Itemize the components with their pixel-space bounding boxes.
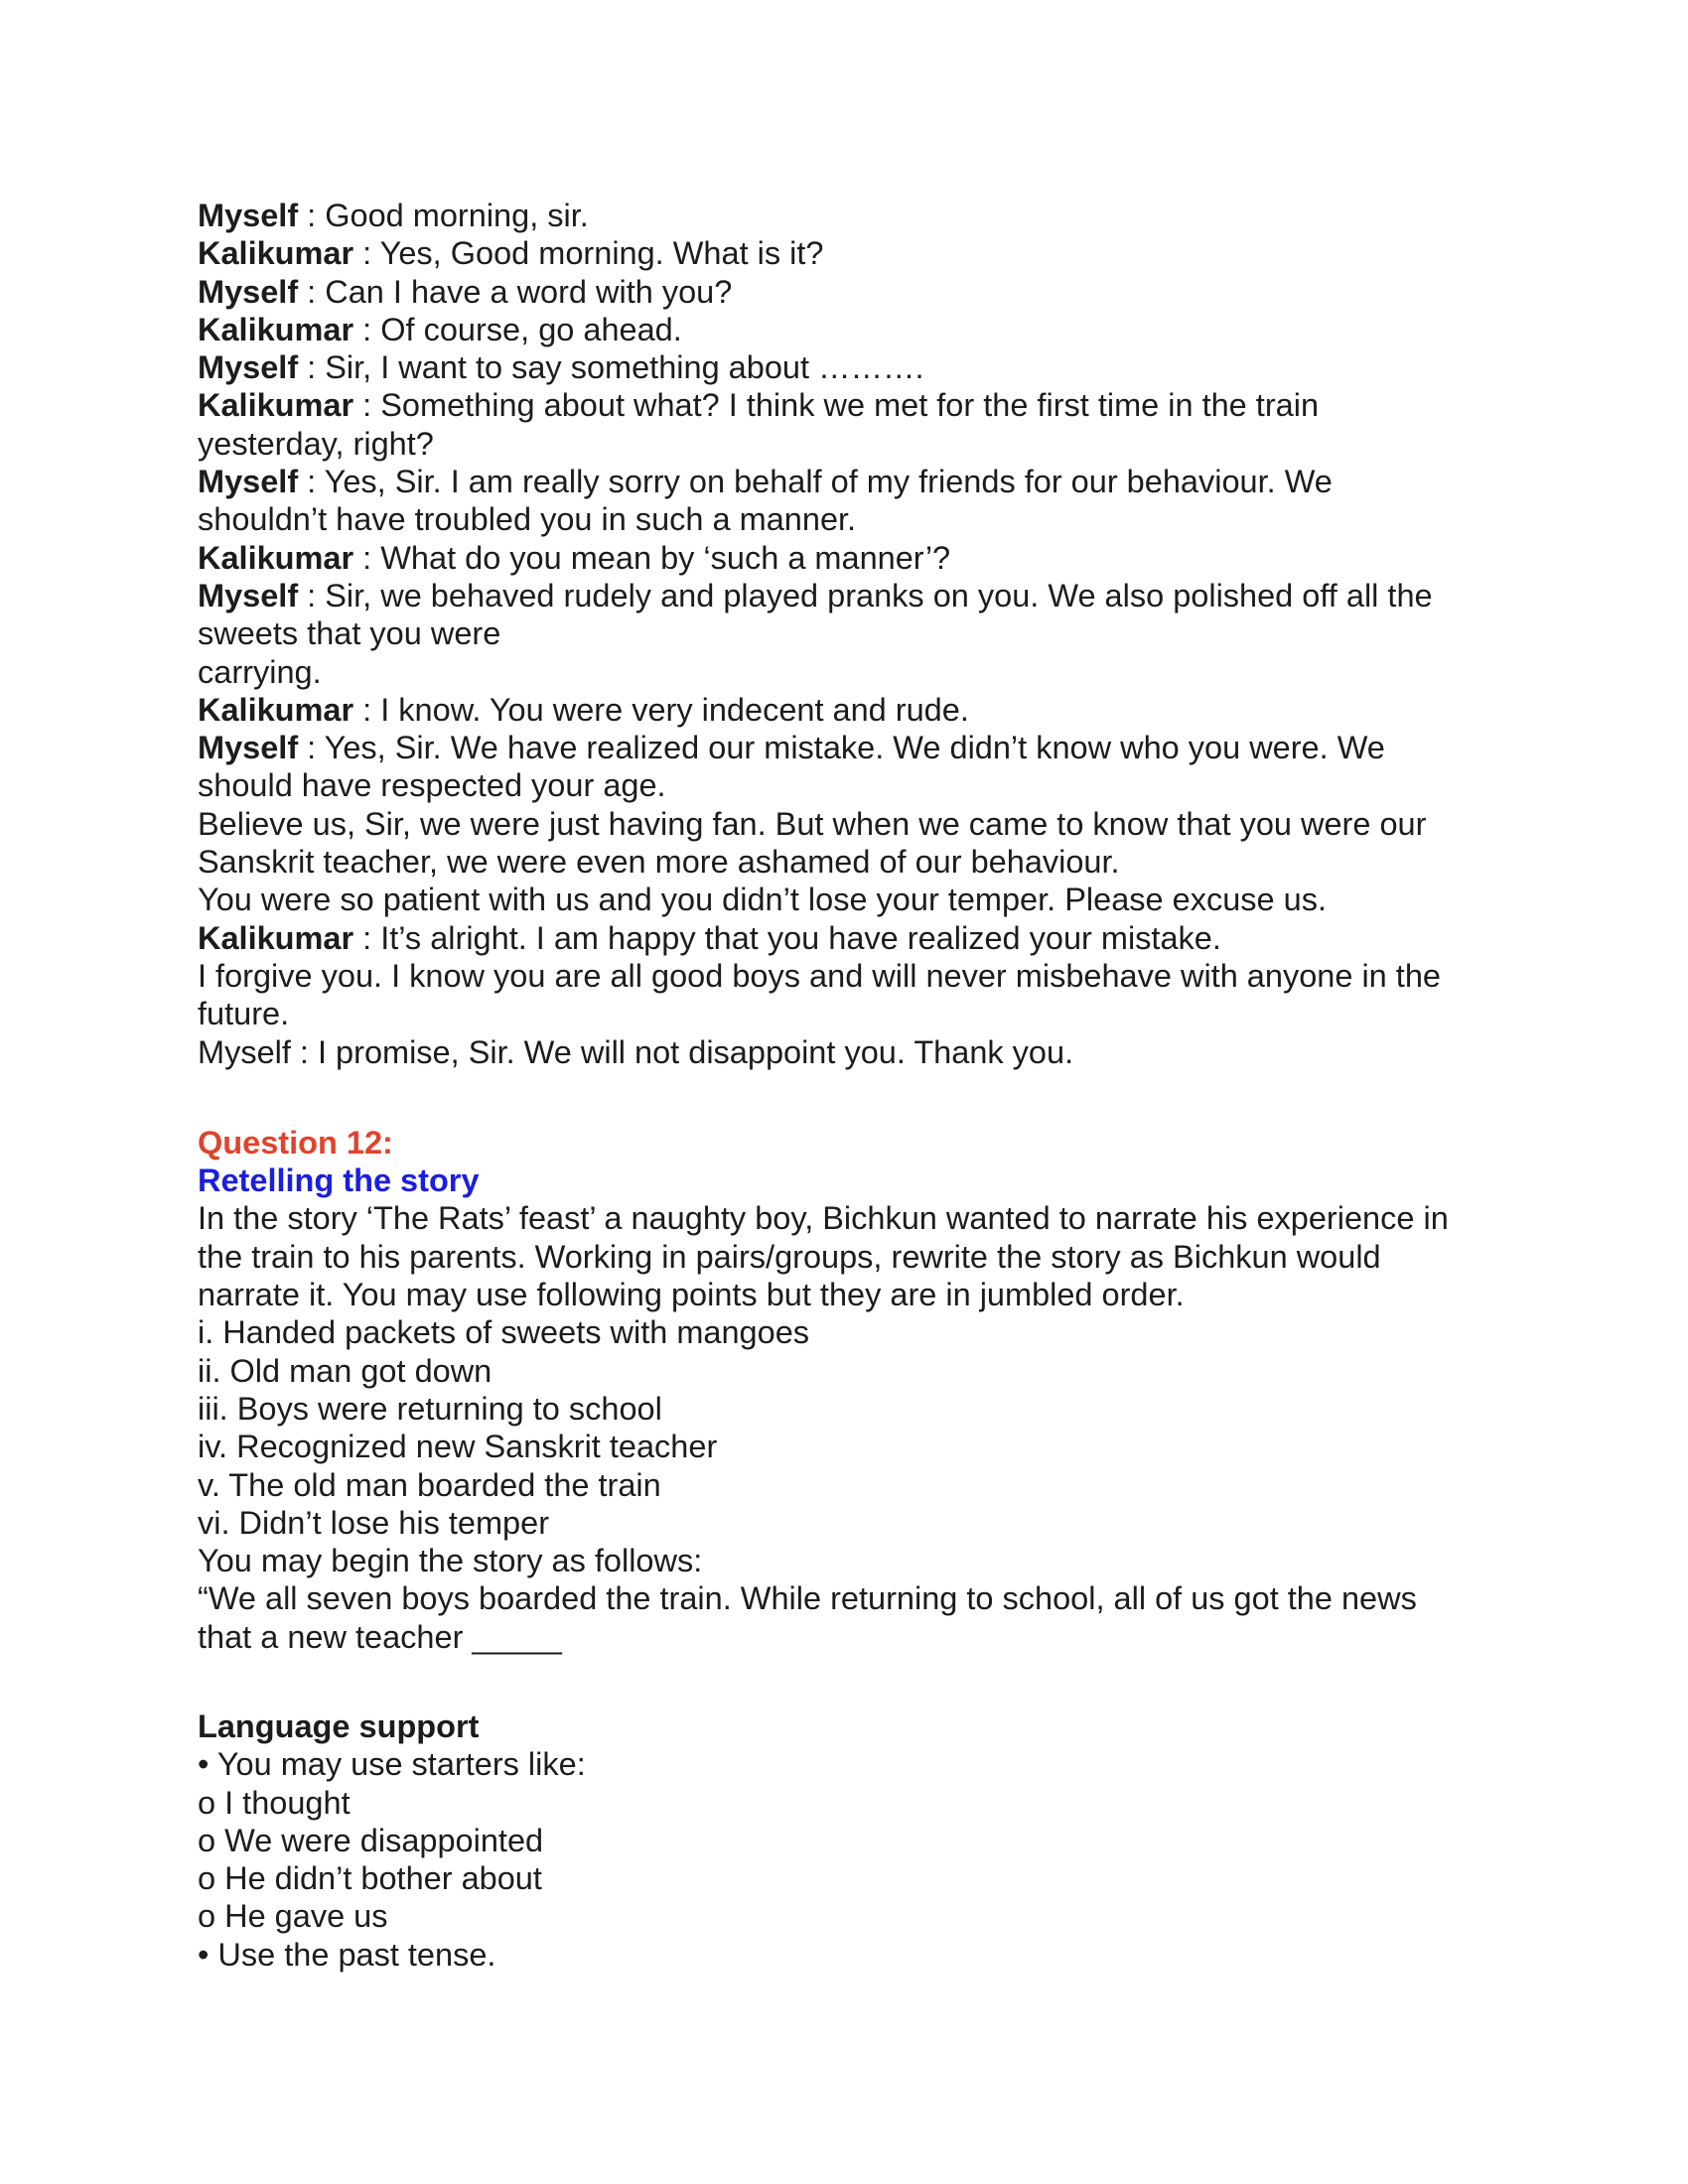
dialogue-section [198,197,1508,1071]
speaker-name: Kalikumar [198,311,354,347]
dialogue-line [198,766,1508,804]
speaker-name: Myself [198,730,299,766]
dialogue-line [198,1033,1508,1071]
dialogue-line [198,273,1508,311]
speaker-name: Myself [198,464,299,500]
dialogue-text: carrying. [198,653,322,690]
dialogue-line [198,919,1508,957]
list-item: iv. Recognized new Sanskrit teacher [198,1429,718,1465]
dialogue-text: : Yes, Sir. We have realized our mistake. We didn’t know who you were. We [298,730,1385,766]
dialogue-text: : Something about what? I think we met for the first time in the train [353,387,1320,424]
dialogue-line [198,234,1508,272]
speaker-name: Kalikumar [198,691,354,728]
dialogue-text: : Sir, I want to say something about ………. [298,349,924,386]
question-intro-line: narrate it. You may use following points but they are in jumbled order. [198,1277,1185,1313]
dialogue-line [198,539,1508,577]
speaker-name: Myself [198,198,299,233]
list-item: o We were disappointed [198,1822,544,1858]
dialogue-line [198,843,1508,881]
dialogue-text: future. [198,996,290,1032]
dialogue-line [198,500,1508,538]
speaker-name: Kalikumar [198,539,354,576]
dialogue-text: sweets that you were [198,615,501,652]
dialogue-text: I forgive you. I know you are all good boys and will never misbehave with anyone in the [198,957,1441,994]
dialogue-line [198,311,1508,348]
question-section [198,1124,1508,1656]
dialogue-line [198,425,1508,463]
question-subtitle: Retelling the story [198,1162,480,1199]
dialogue-text: Myself : I promise, Sir. We will not disappoint you. Thank you. [198,1033,1074,1070]
dialogue-line [198,197,1508,234]
list-item: v. The old man boarded the train [198,1466,661,1503]
dialogue-text: shouldn’t have troubled you in such a manner. [198,501,857,538]
list-item: vi. Didn’t lose his temper [198,1504,550,1541]
speaker-name: Kalikumar [198,919,354,956]
dialogue-line [198,348,1508,386]
dialogue-text: yesterday, right? [198,425,434,462]
dialogue-text: : Of course, go ahead. [353,311,682,347]
document-page [198,197,1508,1974]
language-support-heading: Language support [198,1707,480,1744]
dialogue-text: Believe us, Sir, we were just having fan. But when we came to know that you were our [198,805,1427,842]
dialogue-line [198,995,1508,1032]
spacer [198,1656,1508,1707]
question-intro-line: the train to his parents. Working in pairs/groups, rewrite the story as Bichkun would [198,1238,1381,1275]
speaker-name: Kalikumar [198,235,354,272]
dialogue-line [198,386,1508,424]
dialogue-text: You were so patient with us and you didn’t lose your temper. Please excuse us. [198,882,1327,918]
speaker-name: Myself [198,349,299,386]
dialogue-line [198,729,1508,766]
dialogue-line [198,805,1508,843]
list-item: o He gave us [198,1898,388,1935]
list-item: i. Handed packets of sweets with mangoes [198,1314,810,1351]
begin-text-line: that a new teacher _____ [198,1618,562,1655]
list-item: ii. Old man got down [198,1352,492,1389]
begin-label: You may begin the story as follows: [198,1543,703,1579]
list-item: iii. Boys were returning to school [198,1390,662,1427]
question-intro-line: In the story ‘The Rats’ feast’ a naughty boy, Bichkun wanted to narrate his experience in [198,1200,1449,1237]
dialogue-line [198,463,1508,500]
dialogue-text: : Good morning, sir. [298,198,589,233]
dialogue-line [198,957,1508,995]
dialogue-line [198,881,1508,918]
dialogue-text: : It’s alright. I am happy that you have realized your mistake. [353,919,1221,956]
dialogue-text: : Sir, we behaved rudely and played pranks on you. We also polished off all the [298,577,1433,614]
dialogue-text: Sanskrit teacher, we were even more ashamed of our behaviour. [198,844,1120,881]
dialogue-line [198,577,1508,614]
dialogue-line [198,691,1508,729]
dialogue-text: : Yes, Sir. I am really sorry on behalf of my friends for our behaviour. We [298,464,1333,500]
dialogue-line [198,614,1508,652]
speaker-name: Myself [198,273,299,310]
list-item: o He didn’t bother about [198,1860,542,1897]
spacer [198,1071,1508,1124]
dialogue-text: : What do you mean by ‘such a manner’? [353,539,951,576]
list-item: o I thought [198,1784,351,1821]
begin-text-line: “We all seven boys boarded the train. While returning to school, all of us got the news [198,1580,1417,1617]
language-support-section [198,1707,1508,1974]
dialogue-text: : Yes, Good morning. What is it? [353,235,824,272]
question-title: Question 12: [198,1124,393,1160]
list-item: • You may use starters like: [198,1746,586,1783]
dialogue-text: : Can I have a word with you? [298,273,733,310]
list-item: • Use the past tense. [198,1936,496,1973]
speaker-name: Kalikumar [198,387,354,424]
speaker-name: Myself [198,577,299,614]
dialogue-text: should have respected your age. [198,767,666,804]
dialogue-line [198,653,1508,691]
dialogue-text: : I know. You were very indecent and rude. [353,691,969,728]
